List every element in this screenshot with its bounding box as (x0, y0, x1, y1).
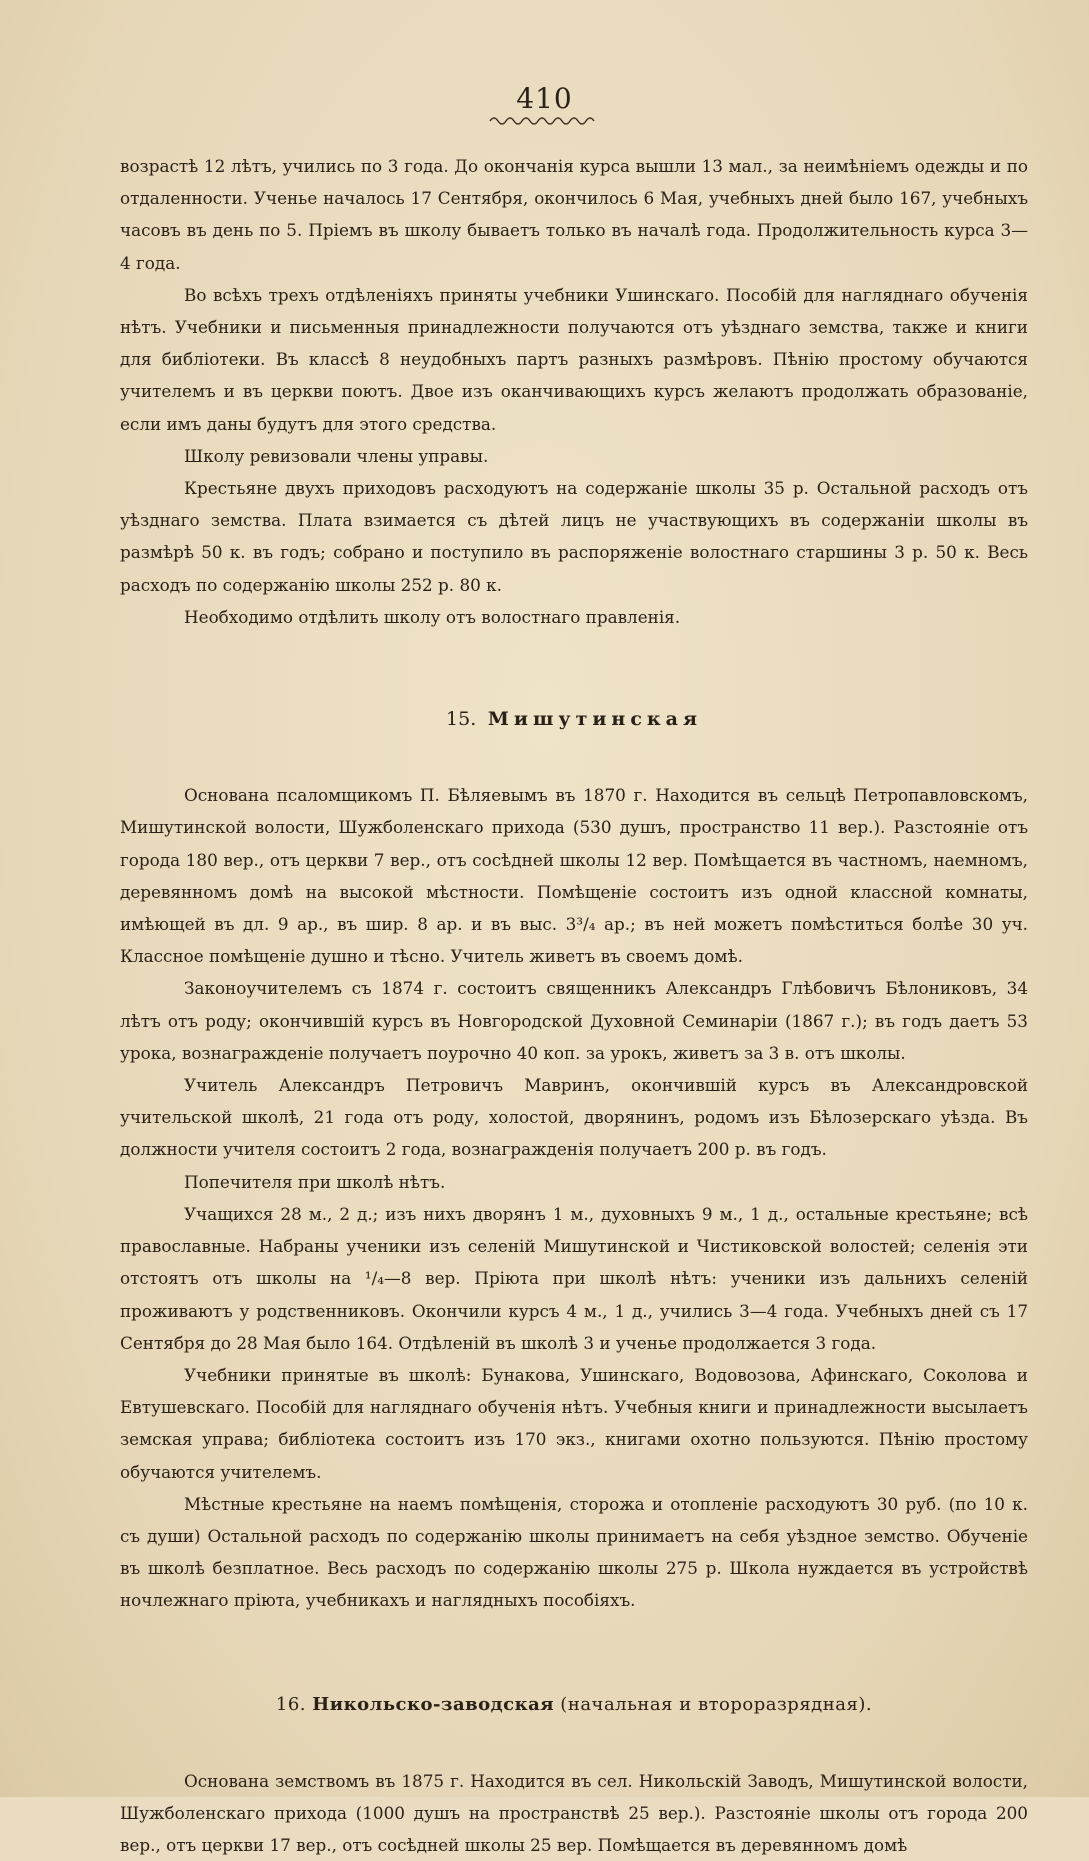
paragraph: Основана псаломщикомъ П. Бѣляевымъ въ 1870 г. Находится въ сельцѣ Петропавловскомъ, Мишутинской волости, Шужболенскаго прихода (530 душъ, пространство 11 вер.). Разстояніе отъ города 180 вер., отъ церкви 7 вер., отъ сосѣдней школы 12 вер. Помѣщается въ частномъ, наемномъ, деревянномъ домѣ на высокой мѣстности. Помѣщеніе состоитъ изъ одной классной комнаты, имѣющей въ дл. 9 ар., въ шир. 8 ар. и въ выс. 3³/₄ ар.; въ ней можетъ помѣститься болѣе 30 уч. Классное помѣщеніе душно и тѣсно. Учитель живетъ въ своемъ домѣ. (120, 785, 1028, 967)
paragraph: Учащихся 28 м., 2 д.; изъ нихъ дворянъ 1 м., духовныхъ 9 м., 1 д., остальные крестьяне; всѣ православные. Набраны ученики изъ селеній Мишутинской и Чистиковской волостей; селенія эти отстоятъ отъ школы на ¹/₄—8 вер. Пріюта при школѣ нѣтъ: ученики изъ дальнихъ селеній проживаютъ у родственниковъ. Окончили курсъ 4 м., 1 д., учились 3—4 года. Учебныхъ дней съ 17 Сентября до 28 Мая было 164. Отдѣленій въ школѣ 3 и ученье продолжается 3 года. (120, 1203, 1028, 1353)
ornament-rule (488, 115, 600, 125)
paragraph: Крестьяне двухъ приходовъ расходуютъ на содержаніе школы 35 р. Остальной расходъ отъ уѣзднаго земства. Плата взимается съ дѣтей лицъ не участвующихъ въ содержаніи школы въ размѣрѣ 50 к. въ годъ; собрано и поступило въ распоряженіе волостнаго старшины 3 р. 50 к. Весь расходъ по содержанію школы 252 р. 80 к. (120, 478, 1028, 595)
section-number: 15. (446, 708, 477, 731)
section-heading-15 (120, 703, 1028, 735)
paragraph: Попечителя при школѣ нѣтъ. (184, 1171, 446, 1192)
paragraph: возрастѣ 12 лѣтъ, учились по 3 года. До окончанія курса вышли 13 мал., за неимѣніемъ одежды и по отдаленности. Ученье началось 17 Сентября, окончилось 6 Мая, учебныхъ дней было 167, учебныхъ часовъ въ день по 5. Пріемъ въ школу бываетъ только въ началѣ года. Продолжительность курса 3—4 года. (120, 156, 1028, 273)
paragraph: Мѣстные крестьяне на наемъ помѣщенія, сторожа и отопленіе расходуютъ 30 руб. (по 10 к. съ души) Остальной расходъ по содержанію школы принимаетъ на себя уѣздное земство. Обученіе въ школѣ безплатное. Весь расходъ по содержанію школы 275 р. Школа нуждается въ устройствѣ ночлежнаго пріюта, учебникахъ и наглядныхъ пособіяхъ. (120, 1493, 1028, 1611)
section-title: Мишутинская (487, 708, 702, 731)
paragraph: Во всѣхъ трехъ отдѣленіяхъ приняты учебники Ушинскаго. Пособій для нагляднаго обученія нѣтъ. Учебники и письменныя принадлежности получаются отъ уѣзднаго земства, также и книги для библіотеки. Въ классѣ 8 неудобныхъ партъ разныхъ размѣровъ. Пѣнію простому обучаются учителемъ и въ церкви поютъ. Двое изъ оканчивающихъ курсъ желаютъ продолжать образованіе, если имъ даны будутъ для этого средства. (120, 284, 1028, 434)
paragraph: Школу ревизовали члены управы. (184, 445, 489, 466)
page-number: 410 (516, 82, 573, 115)
section-number: 16. (275, 1693, 307, 1715)
section-heading-16 (120, 1689, 1028, 1721)
paragraph: Необходимо отдѣлить школу отъ волостнаго правленія. (184, 606, 681, 627)
paragraph: Учитель Александръ Петровичъ Мавринъ, окончившій курсъ въ Александровской учительской школѣ, 21 года отъ роду, холостой, дворянинъ, родомъ изъ Бѣлозерскаго уѣзда. Въ должности учителя состоитъ 2 года, вознагражденія получаетъ 200 р. въ годъ. (120, 1075, 1028, 1160)
section-subtitle: (начальная и второразрядная). (560, 1693, 873, 1715)
paragraph: Законоучителемъ съ 1874 г. состоитъ священникъ Александръ Глѣбовичъ Бѣлониковъ, 34 лѣтъ отъ роду; окончившій курсъ въ Новгородской Духовной Семинаріи (1867 г.); въ годъ даетъ 53 урока, вознагражденіе получаетъ поурочно 40 коп. за урокъ, живетъ за 3 в. отъ школы. (120, 978, 1028, 1063)
section-title: Никольско-заводская (312, 1693, 555, 1715)
paragraph: Учебники принятые въ школѣ: Бунакова, Ушинскаго, Водовозова, Афинскаго, Соколова и Евтушевскаго. Пособій для нагляднаго обученія нѣтъ. Учебныя книги и принадлежности высылаетъ земская управа; библіотека состоитъ изъ 170 экз., книгами охотно пользуются. Пѣнію простому обучаются учителемъ. (120, 1364, 1028, 1482)
body-text (120, 150, 1028, 1861)
paragraph: Основана земствомъ въ 1875 г. Находится въ сел. Никольскій Заводъ, Мишутинской волости, Шужболенскаго прихода (1000 душъ на пространствѣ 25 вер.). Разстояніе школы отъ города 200 вер., отъ церкви 17 вер., отъ сосѣдней школы 25 вер. Помѣщается въ деревянномъ домѣ (120, 1770, 1028, 1856)
